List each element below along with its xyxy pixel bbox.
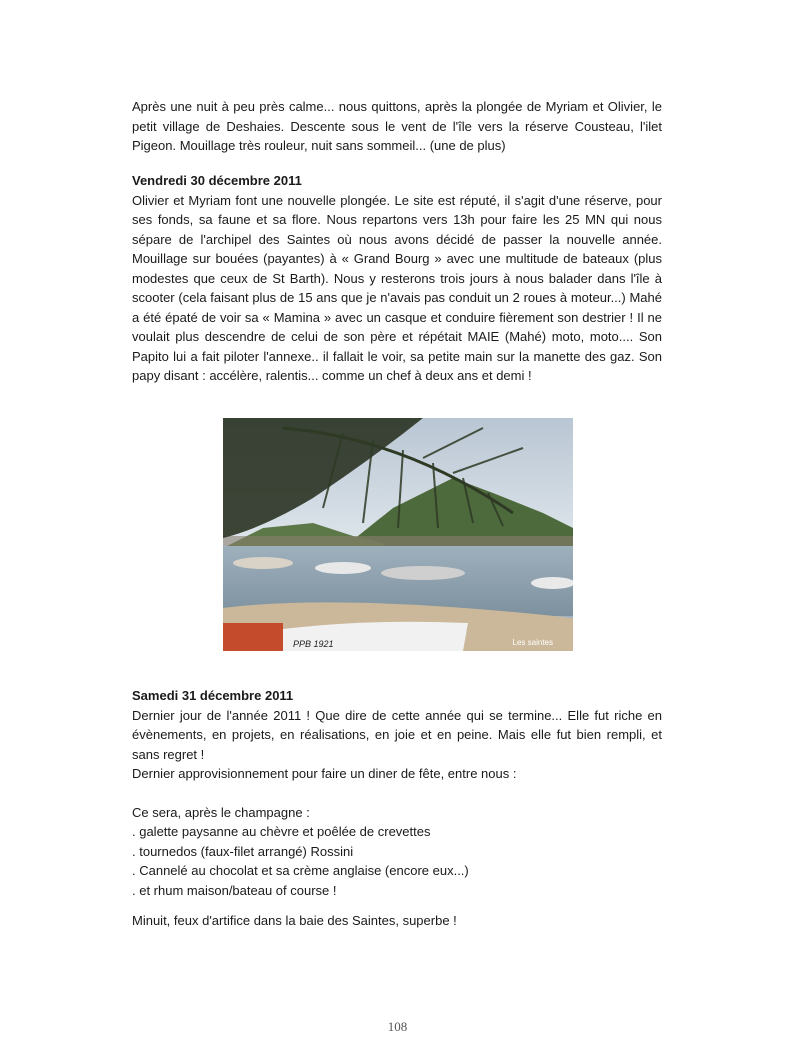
menu-item: . et rhum maison/bateau of course ! (132, 882, 337, 898)
photo-caption: Les saintes (512, 638, 553, 647)
saturday-paragraph-2: Dernier approvisionnement pour faire un diner de fête, entre nous : (132, 766, 517, 781)
menu-item: . galette paysanne au chèvre et poêlée de crevettes (132, 824, 431, 839)
friday-paragraph: Olivier et Myriam font une nouvelle plongée. Le site est réputé, il s'agit d'une réserve, pour ses fonds, sa faune et sa flore. Nous repartons vers 13h pour faire les 25 MN qui nous sépare de l'archipel des Saintes où nous avons décidé de passer la nouvelle année. Mouillage sur bouées (payantes) à « Grand Bourg » avec une multitude de bateaux (plus modestes que ceux de St Barth). Nous y resterons trois jours à nous balader dans l'île à scooter (cela faisant plus de 15 ans que je n'avais pas conduit un 2 roues à moteur...) Mahé a été épaté de voir sa « Mamina » avec un casque et conduire fièrement son destrier ! Il ne voulait plus descendre de celui de son père et répétait MAIE (Mahé) moto, moto.... Son Papito lui a fait piloter l'annexe.. il fallait le voir, sa petite main sur la manette des gaz. Son papy disant : accélère, ralentis... comme un chef à deux ans et demi ! (132, 192, 662, 383)
section-heading-saturday: Samedi 31 décembre 2011 (132, 688, 294, 703)
intro-block (132, 97, 662, 156)
section-saturday (132, 686, 662, 931)
harbor-photo-illustration (223, 418, 573, 651)
page-number: 108 (387, 1019, 408, 1034)
photo-les-saintes (223, 418, 573, 651)
closing-line: Minuit, feux d'artifice dans la baie des Saintes, superbe ! (132, 913, 457, 928)
menu-item: . Cannelé au chocolat et sa crème anglaise (encore eux...) (132, 863, 469, 878)
section-friday (132, 171, 662, 386)
menu-item: . tournedos (faux-filet arrangé) Rossini (132, 843, 354, 859)
intro-paragraph: Après une nuit à peu près calme... nous quittons, après la plongée de Myriam et Olivier, le petit village de Deshaies. Descente sous le vent de l'île vers la réserve Cousteau, l'ilet Pigeon. Mouillage très rouleur, nuit sans sommeil... (une de plus) (132, 99, 662, 153)
boat-registration-text: PPB 1921 (293, 639, 334, 649)
saturday-paragraph-1: Dernier jour de l'année 2011 ! Que dire de cette année qui se termine... Elle fut riche en évènements, en projets, en réalisations, en joie et en peine. Mais elle fut bien rempli, et sans regret ! (132, 707, 662, 762)
menu-intro: Ce sera, après le champagne : (132, 804, 310, 820)
section-heading-friday: Vendredi 30 décembre 2011 (132, 173, 302, 188)
